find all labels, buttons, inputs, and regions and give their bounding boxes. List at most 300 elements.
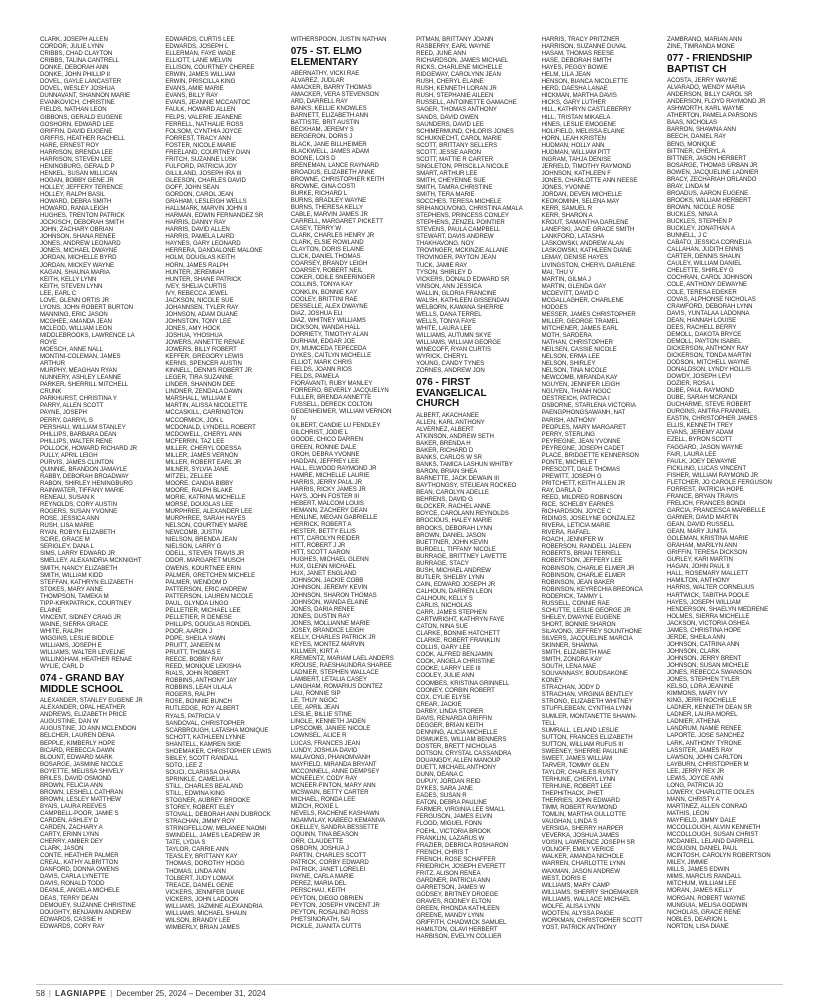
voter-name: LAU, RONNIE SIP — [290, 690, 341, 698]
voter-name: OESTREICH, PATRICIA I — [541, 395, 610, 403]
voter-name: RODERICK, TAMMY L — [541, 592, 603, 600]
voter-name: FAGGARD, JASON WAYNE — [666, 443, 743, 451]
voter-name: SANDOVAL, CHRISTOPHER — [165, 719, 245, 727]
voter-name: KREMENTZ, MARIAM LAEL ANDERS — [290, 654, 394, 662]
voter-name: BROOKS, WILLIAM HERBERT — [666, 196, 752, 204]
voter-name: ROBINSON, KEYRECHIA BREONCA — [541, 585, 643, 593]
voter-name: SOTO, LEE Z — [165, 761, 203, 769]
voter-name: GILCHRIST, JODIE L — [290, 429, 349, 437]
voter-name: HUDMAN, WILLIAM PITT — [541, 148, 611, 156]
voter-name: BAAS, NICHOLAS — [666, 119, 718, 127]
voter-name: LONG, PATRICIA JO — [666, 781, 724, 789]
voter-name: PALMER, WENDOM D — [165, 578, 228, 586]
voter-name: PERRY, DARRYL S — [40, 416, 93, 424]
voter-name: VICKERS, DONALD EDWARD SR — [416, 275, 510, 283]
column-1 — [40, 36, 155, 974]
voter-name: BROWN, DANIEL JASON — [416, 531, 486, 539]
voter-name: MCDOWELL, CHERYL ANN — [165, 430, 242, 438]
voter-name: HENSON, BIANCA NICOLETTE — [541, 78, 629, 86]
voter-name: DEAS, TERRY DEAN — [40, 894, 99, 902]
voter-name: MORIE, KATRINA MICHELLE — [165, 494, 246, 502]
voter-name: DORRIETY, TIMOTHY ALAN — [290, 330, 369, 338]
voter-name: BANKS, TAMICA LASHUN WHITBY — [416, 461, 513, 469]
voter-name: SOUVANNASY, BOUDSAKONE — [541, 670, 628, 678]
voter-name: CASEY, TERRY W — [290, 225, 342, 233]
voter-name: FLETCHER, JO CAROLE FERGUSON — [666, 478, 772, 486]
voter-name: BITTNER, CHERYL A — [666, 147, 726, 155]
column-2 — [165, 36, 280, 974]
voter-name: DISMUKES, WILLIAM BENNERS — [416, 735, 507, 743]
voter-name: MIDDLEBROOKS, LAWRENCE LA — [40, 331, 135, 339]
voter-name: GOLEMAN, KRISTINA MARIE — [666, 535, 749, 543]
voter-name: MOTH, SARDERA — [541, 331, 592, 339]
voter-name: STRONG, ELIZABETH WHITNEY — [541, 698, 633, 706]
voter-name: HILL, TRISTAN MIKAELA — [541, 113, 611, 121]
voter-name: EDWARDS, CORY RAY — [40, 922, 105, 930]
voter-name: HAYES, PEGGY BOWIE — [541, 64, 608, 72]
voter-name: HARE, ERNEST ROY — [40, 141, 100, 149]
voter-name: ALLEN, KARL ANTHONY — [416, 418, 485, 426]
voter-name: GARDNER, PATRICIA ANN — [416, 876, 491, 884]
voter-name: JONES, AMY HOCK — [165, 324, 221, 332]
voter-name: NEILSEN, CASSIE NICOLE — [541, 346, 617, 354]
voter-name: HENINGBURG, GERALD P — [40, 162, 115, 170]
voter-name: ROBINSON, CHARLIE ELMER — [541, 571, 626, 579]
voter-name: RENEAU, SUSAN K — [40, 494, 95, 502]
voter-name: TEASLEY, BRITTANY KAY — [165, 853, 238, 861]
voter-name: JONES, YVONNE — [541, 183, 591, 191]
voter-name: GOFF, JOHN SEAN — [165, 183, 220, 191]
voter-name: JONES, DUSTIN RAY — [290, 612, 351, 620]
voter-name: BLACK, JANE BILLHEIMER — [290, 140, 367, 148]
voter-name: KONEY — [541, 677, 563, 685]
voter-name: LIVINGSTON, CHERYL DARLENE — [541, 261, 636, 269]
voter-name: ELLIOTT, LANE MELVIN — [165, 57, 232, 65]
voter-name: EVANS, AMIE MARIE — [165, 85, 224, 93]
voter-name: LINGLE, KENNETH JADEN — [290, 718, 366, 726]
voter-name: DODSON, MITCHELL WAYNE — [666, 358, 750, 366]
voter-name: HARTWICK, TABITHA POOLE — [666, 591, 750, 599]
voter-name: SMITH, NANCY ELIZABETH — [40, 564, 118, 572]
voter-name: SINGLETON, PRISCILLA NICOLE — [416, 162, 509, 170]
voter-name: HITT, SCOTT AARON — [290, 549, 350, 557]
voter-name: WILSON, BRANDY LEE — [165, 916, 231, 924]
voter-name: DONKE, JOHN PHILLIP II — [40, 71, 110, 79]
voter-name: MIMS, MARCUS RANDALL — [666, 873, 742, 881]
voter-name: TERHUNE, ROBERT LEE — [541, 782, 612, 790]
voter-name: BRAY, LINDA M — [666, 182, 710, 190]
voter-name: BECKHAM, JEREMY S — [290, 126, 354, 134]
voter-name: IV — [290, 415, 297, 423]
voter-name: PERRY, STERLING — [541, 430, 595, 438]
voter-name: DEMOUEY, SUZANNE CHRISTINE — [40, 901, 136, 909]
voter-name: SKINNER, SHAWNA — [541, 642, 598, 650]
voter-name: LOVE, GLENN ORTIS JR — [40, 296, 109, 304]
voter-name: WILLIAMS, AUTUMN SKYE — [416, 331, 492, 339]
voter-name: MARTIN, GILMA J — [541, 275, 591, 283]
voter-name: JORDAN, MICHELLE BYRD — [40, 254, 117, 262]
voter-name: BITTNER, JASON HERBERT — [666, 154, 747, 162]
voter-name: WORKMAN, CHRISTOPHER SCOTT — [541, 916, 643, 924]
voter-name: FRITZ, ALISON RENEA — [416, 869, 481, 877]
voter-name: LAWSON, JOHN CARLTON — [666, 753, 743, 761]
voter-name: HOLLEY, RALPH BASIL — [40, 191, 105, 199]
voter-name: GRAVES, RODNEY ELTON — [416, 897, 491, 905]
precinct-heading: 075 - ST. ELMO ELEMENTARY — [290, 46, 362, 68]
voter-name: DENNING, ALICIA MICHELLE — [416, 728, 498, 736]
voter-name: PITMAN, BRITTANY JOANN — [416, 36, 494, 43]
voter-name: JOHNSON, JACKIE COBB — [290, 577, 364, 585]
voter-name: HERRICK, ROBERT A — [290, 521, 352, 529]
voter-name: HOLMES, SIERRA MICHELLE — [666, 612, 750, 620]
voter-name: ALBERT, AKACHANEE — [416, 411, 479, 419]
voter-name: TROVINGER, MCKINZIE ALLANE — [416, 247, 509, 255]
voter-name: BLACKWELL, JAMES ADAM — [290, 147, 369, 155]
voter-name: FICKLING, LUCAS VINCENT — [666, 464, 747, 472]
voter-name: HARRIS, WALTER CORNELIUS — [666, 584, 755, 592]
voter-name: DEAN, HANNAH LOUISE — [666, 316, 737, 324]
voter-name: LEGER, TIRA SUZANNE — [165, 374, 233, 382]
voter-name: GILBERT, CANDIE LU FENDLEY — [290, 422, 381, 430]
voter-name: MCLEOD, WILLIAM LEON — [40, 324, 112, 332]
voter-name: DYKES, CAITLYN MICHELLE — [290, 351, 372, 359]
voter-name: REED, JUNE ANN — [416, 50, 466, 58]
voter-name: DAVIS, YUNTALAA LADONNA — [666, 309, 750, 317]
voter-name: PRESCOTT, DALE THOMAS — [541, 465, 620, 473]
voter-name: JONES, ANDREW LEONARD — [40, 240, 121, 248]
voter-name: NICHOLAS, GRACE RENE — [666, 908, 741, 916]
voter-name: TERHUNE, CHERYL LYNN — [541, 775, 616, 783]
voter-name: JACKSON, NICOLE SUE — [165, 296, 234, 304]
voter-name: TAYLOR, CARRIE ANN — [165, 846, 229, 854]
voter-name: BROWNE, CHRISTOPHER KEITH — [290, 175, 385, 183]
voter-name: NGUYEN, JENNIFER LEIGH — [541, 381, 620, 389]
voter-name: SCOTT, JESSE AARON — [416, 148, 481, 156]
voter-name: ARD, DARRELL RAY — [290, 98, 348, 106]
voter-name: WIMBERLY, BRIAN JAMES — [165, 923, 240, 931]
voter-name: DEANLE, ANGELA MICHELE — [40, 887, 120, 895]
voter-name: RUSH, CHERYL ELAINE — [416, 78, 484, 86]
voter-name: WARREN, CHARLOTTE LYNN — [541, 860, 626, 868]
voter-name: ROBBINS, ANTHONY JAY — [165, 677, 237, 685]
voter-name: HARRISON, SUZANNE DUVAL — [541, 43, 627, 51]
voter-name: BAKER, RICHARD D — [416, 446, 474, 454]
voter-name: MILEY, JIMMIE — [666, 859, 708, 867]
voter-name: LEE, EARL C — [40, 289, 77, 297]
footer-separator: | — [48, 988, 51, 998]
voter-name: MCDEVITT, DAVID C — [541, 289, 599, 297]
voter-name: MUNGUIA, MELISA GODWIN — [666, 901, 748, 909]
voter-name: BROWN, NICOLE ROSE — [666, 203, 735, 211]
voter-name: ROBERTSON, JEFFERY LEE — [541, 557, 623, 565]
voter-name: BOYETTE, MELISSA SHIVELY — [40, 767, 124, 775]
voter-name: MILNER, SYLVIA JANE — [165, 465, 229, 473]
voter-name: COLE, TERESA EDEKER — [666, 288, 737, 296]
voter-name: LAPORTE, JOSE SANCHEZ — [666, 732, 745, 740]
voter-name: DUNNAVANT, SHANNON MARIE — [40, 92, 130, 100]
voter-name: HALL, ELWOOD RAYMOND JR — [290, 464, 377, 472]
voter-name: PEYTON, ROSALIND ROSS — [290, 908, 369, 916]
voter-name: WYLIE, CARL D — [40, 663, 84, 671]
voter-name: BUSH, MICHAEL ANDREW — [416, 566, 491, 574]
voter-name: SIMS, LARRY EDWARD JR — [40, 550, 116, 558]
voter-name: CHERRY, AMBER DEY — [40, 838, 103, 846]
voter-name: NGAMVILAY, KABEEO KEMANIVA — [290, 817, 385, 825]
voter-name: BICARD, REBECCA DAWN — [40, 746, 115, 754]
voter-name: BRILES, DAVID OSMOND — [40, 774, 112, 782]
voter-name: GOSHORN, EDWARD LEE — [40, 120, 114, 128]
voter-name: BROWN, LESHELL CATHRAN — [40, 788, 123, 796]
voter-name: JORDAN, DEVEN MICHELLE — [541, 191, 623, 199]
voter-name: SMELLEY, ALEXANDRIA MCKNIGHT — [40, 557, 142, 565]
voter-name: ALVAREZ, JUDLAR — [290, 77, 344, 85]
voter-name: NEWCOMB, MIRANDA KAY — [541, 374, 618, 382]
voter-name: GODSEY, BRITNEY DROEGE — [416, 890, 499, 898]
voter-name: ALVARADO, WENDY MARIA — [666, 84, 746, 92]
voter-name: LOWERY, CHARLOTTE OGLES — [666, 788, 755, 796]
voter-name: EATON, DEBRA PAULINE — [416, 799, 487, 807]
voter-name: OSBORNE, STARLENA VICTORIA — [541, 402, 636, 410]
voter-name: STRACHAN, JODY D — [541, 684, 600, 692]
voter-name: MCGALLAGHER, CHARLENE — [541, 296, 624, 304]
voter-name: FARMER, VIRGINIA LEE SMALL — [416, 806, 505, 814]
voter-name: KERR, SAMUEL R — [541, 205, 593, 213]
voter-name: CLARK, JASON — [40, 845, 84, 853]
voter-name: GREENE, MANDY LYNN — [416, 912, 484, 920]
voter-name: EVANS, JEREMY ADAM — [666, 429, 734, 437]
voter-name: JOWERS, BILLY ROBERT — [165, 346, 237, 354]
voter-name: HODGES — [541, 303, 568, 311]
voter-name: CALLAHAN, JUDITH ENNIS — [666, 246, 744, 254]
voter-name: MESSER, JAMES CHRISTOPHER — [541, 310, 636, 318]
page-number: 58 — [36, 988, 45, 998]
voter-name: JOHNSON, ADAM DUANE — [165, 310, 238, 318]
voter-name: GEGENHEIMER, WILLIAM VERNON — [290, 408, 392, 416]
voter-name: SCARBROUGH, LATASHA MONIQUE — [165, 726, 269, 734]
voter-name: PHETSINORATH, SAI — [290, 915, 351, 923]
voter-name: PAUL, GLYNDA LINGO — [165, 599, 229, 607]
voter-name: KELLY, CHARLES PATRICK JR — [290, 633, 376, 641]
voter-name: PHILLIPS, BARBARA DEAN — [40, 430, 117, 438]
voter-name: CREAL, KATHY ALBRITTON — [40, 859, 118, 867]
voter-name: ROBINSON, JEAN BAKER — [541, 578, 615, 586]
voter-name: COCHRAN, CAROL JOHNSON — [666, 274, 753, 282]
voter-name: SUMRALL, LELAND LESLIE — [541, 726, 619, 734]
voter-name: CRIBBS, CHAD CLAYTON — [40, 50, 113, 58]
voter-name: DOSTER, BRETT NICHOLAS — [416, 742, 497, 750]
voter-name: WOOTEN, ALYSSA PAIGE — [541, 909, 614, 917]
voter-name: FLOOD, MIGUEL FONN — [416, 820, 482, 828]
voter-name: DICKERSON, TONDA MARTIN — [666, 351, 752, 359]
voter-name: PHILLIPS, DOUGLAS RONDEL — [165, 620, 252, 628]
voter-name: NGUYEN, THANH NGOC — [541, 388, 611, 396]
voter-name: AUGUSTINE, DAN W — [40, 718, 99, 726]
voter-name: KELSO, LORA JEANINE — [666, 683, 734, 691]
voter-name: MORGAN, ROBERT WAYNE — [666, 894, 746, 902]
voter-name: RUSH, KENNETH LORAN JR — [416, 85, 497, 93]
voter-name: STEPHENS, ZENZEL POINTIER — [416, 219, 505, 227]
voter-name: FORRERO, BEVERLY JACQUELYN — [290, 387, 389, 395]
voter-name: FRENCH, ROSE SCHAFFER — [416, 855, 496, 863]
voter-name: CLICK, DANIEL THOMAS — [290, 253, 361, 261]
voter-name: REYNOLDS, CORY AUSTIN — [40, 501, 117, 509]
voter-name: JOHNSTON, TONY LEE — [165, 317, 232, 325]
voter-name: AUGUSTINE, JO ANN MCLENDON — [40, 725, 137, 733]
voter-name: DOVEL, GAYLE LANCASTER — [40, 78, 122, 86]
voter-name: BOSARGE, THOMAS URBAN JR — [666, 161, 758, 169]
voter-name: WILLIAMS, SHERRY SHOEMAKER — [541, 888, 639, 896]
voter-name: TELL — [541, 719, 556, 727]
voter-name: LIPSCOMB, JANIEE NICOLE — [290, 725, 371, 733]
voter-name: EDWARDS, JOSEPH L — [165, 43, 229, 51]
voter-name: LADNIER, ATHENA — [666, 718, 720, 726]
voter-name: RIVERA, LETICIA MARIE — [541, 522, 611, 530]
voter-name: GRIFFIS, HEATHER RACHELL — [40, 134, 125, 142]
voter-name: VICKERS, JENNIFER DIANE — [165, 888, 245, 896]
voter-name: DEES, RACHELL BERRY — [666, 323, 737, 331]
voter-name: VINSON, ANN JESSICA — [416, 282, 482, 290]
publication-name: LAGNIAPPE — [54, 988, 107, 998]
voter-name: PEYREGNE, JEAN YVONNE — [541, 437, 621, 445]
voter-name: FAULK, HOWARD ALLEN — [165, 106, 236, 114]
voter-name: WALSH, KATHLEEN GISSENDAN — [416, 296, 510, 304]
voter-name: JOHNSON, WANDA ELAINE — [290, 598, 369, 606]
voter-name: DUPUY, JORDAN REID — [416, 778, 481, 786]
voter-name: HASE, DEBORAH SMITH — [541, 57, 612, 65]
voter-name: WILLINGHAM, HEATHER RENAE — [40, 656, 133, 664]
voter-name: REED, MONIQUE LEKISHA — [165, 663, 242, 671]
voter-name: BURNS, BRADLEY WAYNE — [290, 196, 367, 204]
voter-name: PALMER, GRETCHEN MICHELE — [165, 571, 256, 579]
voter-name: SHOEMAKER, CHRISTOPHER LEWIS — [165, 747, 272, 755]
voter-name: COOMBES, KRISTINA GRINNELL — [416, 679, 510, 687]
voter-name: GOODE, CHICO DARREN — [290, 436, 363, 444]
voter-name: DOZIER, ROSA L — [666, 380, 715, 388]
voter-name: TUCK, JAMIE RAY — [416, 261, 468, 269]
voter-name: SMITH, CHEYENNE SUE — [416, 176, 486, 184]
voter-name: LYONS, JOHN ROBERT BURTON — [40, 303, 133, 311]
voter-name: PELLETIER, R DENESE — [165, 613, 232, 621]
voter-name: MCCONNELL, ANNE DEMPSEY — [290, 767, 380, 775]
precinct-heading: 077 - FRIENDSHIP BAPTIST CH — [666, 53, 753, 75]
voter-name: BROWN, FELICIA ANN — [40, 781, 103, 789]
voter-name: ERWIN, PRISCILLA KING — [165, 78, 236, 86]
voter-name: PERSCHAU, KEITH — [290, 887, 346, 895]
voter-name: BOYCE, CAROLANN REYNOLDS — [416, 510, 509, 518]
voter-name: GREEN, RHONDA KATHLEEN — [416, 905, 500, 913]
voter-name: FREELAND, COURTNEY DIAN — [165, 148, 251, 156]
voter-name: BATTISTE, BRIT AUSTIN — [290, 119, 360, 127]
voter-name: POOR, AARON J — [165, 627, 213, 635]
voter-name: JONES, MOLLIANNE MARIE — [290, 619, 370, 627]
voter-name: RUSSELL, CONNIE RAE — [541, 599, 610, 607]
voter-name: HOGAN, BOBBY GENE JR — [40, 176, 114, 184]
voter-name: ELLISON, COURTNEY CHEREE — [165, 64, 255, 72]
voter-name: BARNETT, ELIZABETH ANN — [290, 112, 369, 120]
voter-name: ROSE, JESSICA ANN — [40, 515, 100, 523]
voter-name: TYSON, SHIRLEY D — [416, 268, 472, 276]
voter-name: IVEY, SHELIA CURTIS — [165, 282, 227, 290]
voter-name: MILLS, JAMES EDWIN — [666, 866, 730, 874]
voter-name: TOLBERT, JUDY LOMAX — [165, 874, 234, 882]
voter-name: HAYNES, GARY LEONARD — [165, 240, 241, 248]
voter-name: COLLIS, GARY LEE — [416, 644, 471, 652]
voter-name: ROYE — [40, 339, 58, 347]
voter-name: LUCAS, FRANCES JEAN — [290, 739, 360, 747]
voter-name: STOVALL, DEBORAH ANN DUBROCK — [165, 811, 271, 819]
voter-name: ZINE, TIMRANDA MONE — [666, 43, 735, 51]
voter-name: SPRINKLE, CAMELIA A — [165, 775, 230, 783]
voter-name: EVANKOVICH, CHRISTINE — [40, 99, 115, 107]
voter-name: FULFORD, PATRICIA JOY — [165, 162, 237, 170]
voter-name: COKER, ODILE SNEERINGER — [290, 274, 375, 282]
voter-name: NATHAN, CHRISTOPHER — [541, 339, 613, 347]
voter-name: OWENS, KOURTNEE ERIN — [165, 564, 241, 572]
voter-name: SHANTELL, KAMREN SKIE — [165, 740, 241, 748]
voter-name: CORDOR, JULIE LYNN — [40, 43, 104, 51]
voter-name: HENDERSON, SHAELYN MEDRENE — [666, 605, 769, 613]
voter-name: CREAR, JACKIE — [416, 700, 462, 708]
voter-name: HOLLEY, JEFFERY TERENCE — [40, 183, 124, 191]
voter-name: SILAVONG, JEFFREY SOUNTHONE — [541, 627, 642, 635]
voter-name: RIDINGS, JOSELYNE GONZALEZ — [541, 515, 635, 523]
voter-name: ABERNATHY, VICKI RAE — [290, 70, 360, 78]
voter-name: VOISIN, LAWRENCE JOSEPH SR — [541, 839, 635, 847]
voter-name: BENG, MONIQUE — [666, 140, 717, 148]
voter-name: WELLS, DANA TERREL — [416, 310, 482, 318]
voter-name: MOORE, RALPH BLAKE — [165, 487, 233, 494]
voter-name: DAVIS, RENARDA GRIFFIN — [416, 714, 492, 722]
voter-name: TIMM, ROBERT RAYMOND — [541, 804, 618, 812]
voter-name: ELLIS, KENNETH TREY — [666, 422, 733, 430]
voter-name: FELPS, VALERIE JEANENE — [165, 113, 243, 121]
voter-name: BARRON, SHAWNA ANN — [666, 126, 736, 134]
voter-name: MITCHUM, WILLIAM LEE — [666, 880, 737, 888]
voter-name: VAUGHAN, LINDA S — [541, 818, 598, 826]
voter-name: ACOSTA, JERRY WAYNE — [666, 77, 738, 85]
voter-name: MCGHEE, AMANDA JEAN — [40, 317, 112, 325]
voter-name: GRIFFIN, TERESA DICKSON — [666, 549, 747, 557]
voter-name: MILLER, JAMES VERNON — [165, 451, 238, 459]
voter-name: JONES, CHARLOTTE ANN NEESE — [541, 176, 638, 184]
voter-name: GARCIA, FRANCESCA MARIBELLE — [666, 506, 766, 514]
voter-name: FAIR, LAURA LEE — [666, 450, 717, 458]
voter-name: MCDONALD, LYNDELL ROBERT — [165, 423, 256, 431]
voter-name: SHELEY, DWAYNE EUGENE — [541, 613, 621, 621]
issue-date-range: December 25, 2024 – December 31, 2024 — [116, 988, 266, 998]
voter-name: WAXMAN, JASON ANDREW — [541, 867, 620, 875]
voter-name: BOONE, LOIS D — [290, 154, 336, 162]
voter-name: LASKOWSKI, KATHLEEN DIANE — [541, 247, 632, 255]
voter-name: FERGUSON, JAMES ELVIN — [416, 813, 493, 821]
voter-name: BEAN, CAROLYN ADELLE — [416, 489, 489, 497]
voter-name: TARVER, TOMMY GLEN — [541, 761, 609, 769]
voter-name: PATRICK, JANET LORELEI — [290, 866, 366, 874]
voter-name: WILLIAMS, WALLACE MICHAEL — [541, 895, 631, 903]
voter-name: EDWARDS, CASSIE H — [40, 915, 102, 923]
voter-name: LANDRUM, NAMIE RENEE — [666, 725, 742, 733]
voter-name: RAINWATER, TIFFANY MARIE — [40, 487, 124, 494]
voter-name: SIBLEY, SCOTT RANDALL — [165, 754, 239, 762]
voter-name: ARTHUR — [40, 360, 65, 368]
voter-name: CLARK, CHARLES HENRY JR — [290, 232, 375, 240]
voter-name: FIELDS, PAMELA — [290, 373, 340, 381]
voter-name: HORN, JAMES RALPH — [165, 261, 229, 269]
voter-name: THEPHITHACK, PHET — [541, 790, 604, 798]
voter-name: LADNER, KENNETH DEAN SR — [666, 704, 752, 712]
voter-name: DESSELLE, ALEX DWAYNE — [290, 302, 368, 310]
voter-name: SUTTON, FRANCES ELIZABETH — [541, 733, 633, 741]
